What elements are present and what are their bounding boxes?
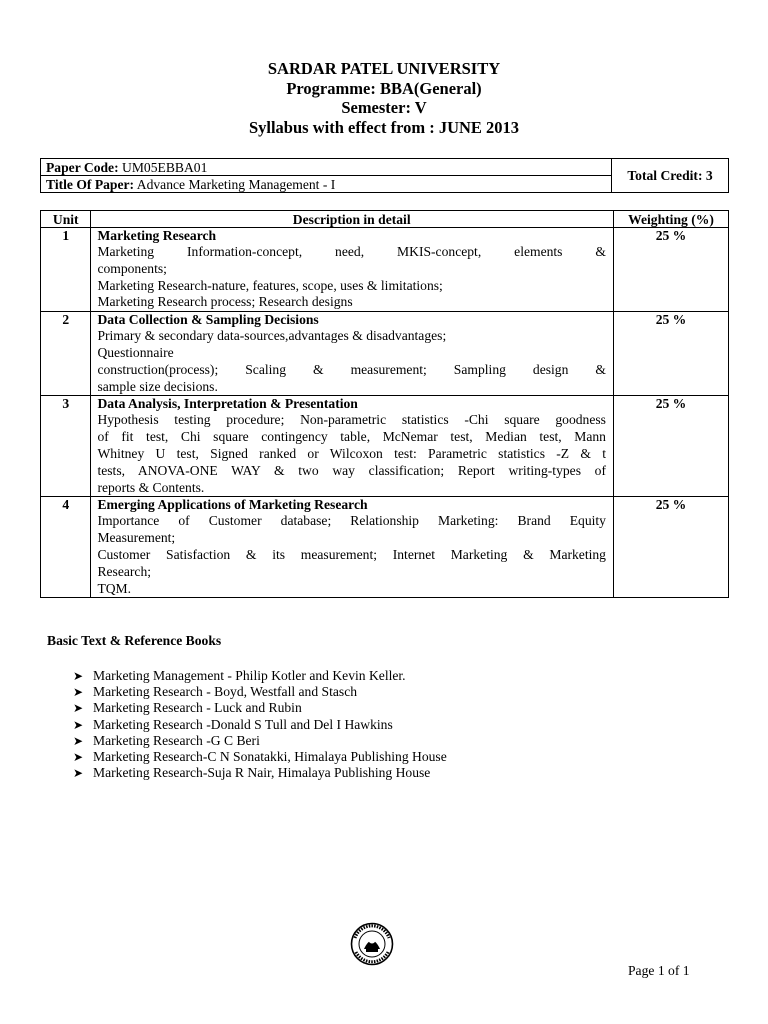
unit-description-line: sample size decisions. [97,378,218,394]
unit-description [91,228,614,312]
unit-description [91,312,614,396]
book-item [73,700,447,716]
syllabus-row [41,396,729,497]
syllabus-row [41,228,729,312]
unit-description-line: of fit test, Chi square contingency table, McNemar test, Median test, Mann [97,429,606,445]
unit-number: 3 [41,396,91,497]
unit-weighting: 25 % [613,497,728,598]
paper-code-value: UM05EBBA01 [122,159,208,175]
unit-title: Data Collection & Sampling Decisions [97,312,319,328]
effective-date-line: Syllabus with effect from : JUNE 2013 [248,117,520,137]
unit-description [91,396,614,497]
unit-description [91,497,614,598]
unit-number: 1 [41,228,91,312]
paper-code-cell [41,159,612,176]
paper-code-label: Paper Code: [46,159,119,175]
total-credit: Total Credit: 3 [612,159,729,193]
weighting-header: Weighting (%) [613,211,728,228]
arrow-bullet-icon: ➤ [73,669,84,683]
arrow-bullet-icon: ➤ [73,733,84,748]
book-title: Marketing Management - Philip Kotler and Kevin Keller. [93,668,406,683]
unit-title: Emerging Applications of Marketing Research [97,497,368,513]
unit-number: 2 [41,312,91,396]
unit-description-line: Hypothesis testing procedure; Non-parametric statistics -Chi square goodness [97,412,606,428]
unit-description-line: Marketing Information-concept, need, MKIS-concept, elements & [97,244,606,259]
arrow-bullet-icon: ➤ [73,717,84,732]
book-item [73,684,447,700]
book-item [73,668,447,684]
unit-description-line: construction(process); Scaling & measurement; Sampling design & [97,361,606,377]
unit-title: Marketing Research [97,228,217,243]
syllabus-header-row [41,211,729,228]
unit-description-line: Importance of Customer database; Relationship Marketing: Brand Equity [97,513,606,529]
unit-description-line: Research; [97,563,152,579]
document-header [0,59,768,137]
unit-description-line: reports & Contents. [97,479,205,495]
university-name: SARDAR PATEL UNIVERSITY [267,59,501,78]
book-title: Marketing Research - Luck and Rubin [93,700,302,716]
unit-weighting: 25 % [613,312,728,396]
book-item [73,733,447,749]
arrow-bullet-icon: ➤ [73,685,84,700]
book-title: Marketing Research - Boyd, Westfall and Stasch [93,684,358,700]
page-number: Page 1 of 1 [628,963,690,978]
syllabus-table [40,210,729,598]
unit-description-line: tests, ANOVA-ONE WAY & two way classification; Report writing-types of [97,462,606,478]
unit-description-line: Whitney U test, Signed ranked or Wilcoxon test: Parametric statistics -Z & t [97,445,606,461]
books-heading: Basic Text & Reference Books [47,633,222,648]
book-item [73,717,447,733]
syllabus-row [41,312,729,396]
unit-number: 4 [41,497,91,598]
semester-line: Semester: V [341,98,427,117]
book-item [73,749,447,765]
unit-description-line: Questionnaire [97,344,174,360]
description-header: Description in detail [91,211,614,228]
book-title: Marketing Research -Donald S Tull and Del I Hawkins [93,716,393,732]
unit-header: Unit [41,211,91,228]
unit-description-line: components; [97,260,167,276]
arrow-bullet-icon: ➤ [73,766,84,781]
book-title: Marketing Research-Suja R Nair, Himalaya Publishing House [93,765,431,781]
unit-description-line: Marketing Research process; Research designs [97,294,353,310]
university-seal [350,922,394,966]
unit-description-line: Customer Satisfaction & its measurement; Internet Marketing & Marketing [97,546,606,562]
book-item [73,765,447,781]
arrow-bullet-icon: ➤ [73,701,84,716]
book-title: Marketing Research-C N Sonatakki, Himalaya Publishing House [93,749,447,765]
reference-books-list [73,668,447,781]
paper-title-value: Advance Marketing Management - I [136,176,336,192]
unit-title: Data Analysis, Interpretation & Presentation [97,396,358,412]
unit-description-line: Primary & secondary data-sources,advantages & disadvantages; [97,328,447,344]
paper-title-label: Title Of Paper: [46,176,135,192]
unit-description-line: TQM. [97,580,132,596]
paper-info-table [40,158,729,193]
programme-line: Programme: BBA(General) [286,78,482,98]
unit-weighting: 25 % [613,396,728,497]
book-title: Marketing Research -G C Beri [93,732,260,748]
syllabus-row [41,497,729,598]
unit-weighting: 25 % [613,228,728,312]
paper-title-cell [41,176,612,193]
unit-description-line: Marketing Research-nature, features, scope, uses & limitations; [97,277,443,293]
arrow-bullet-icon: ➤ [73,750,84,765]
unit-description-line: Measurement; [97,530,176,546]
